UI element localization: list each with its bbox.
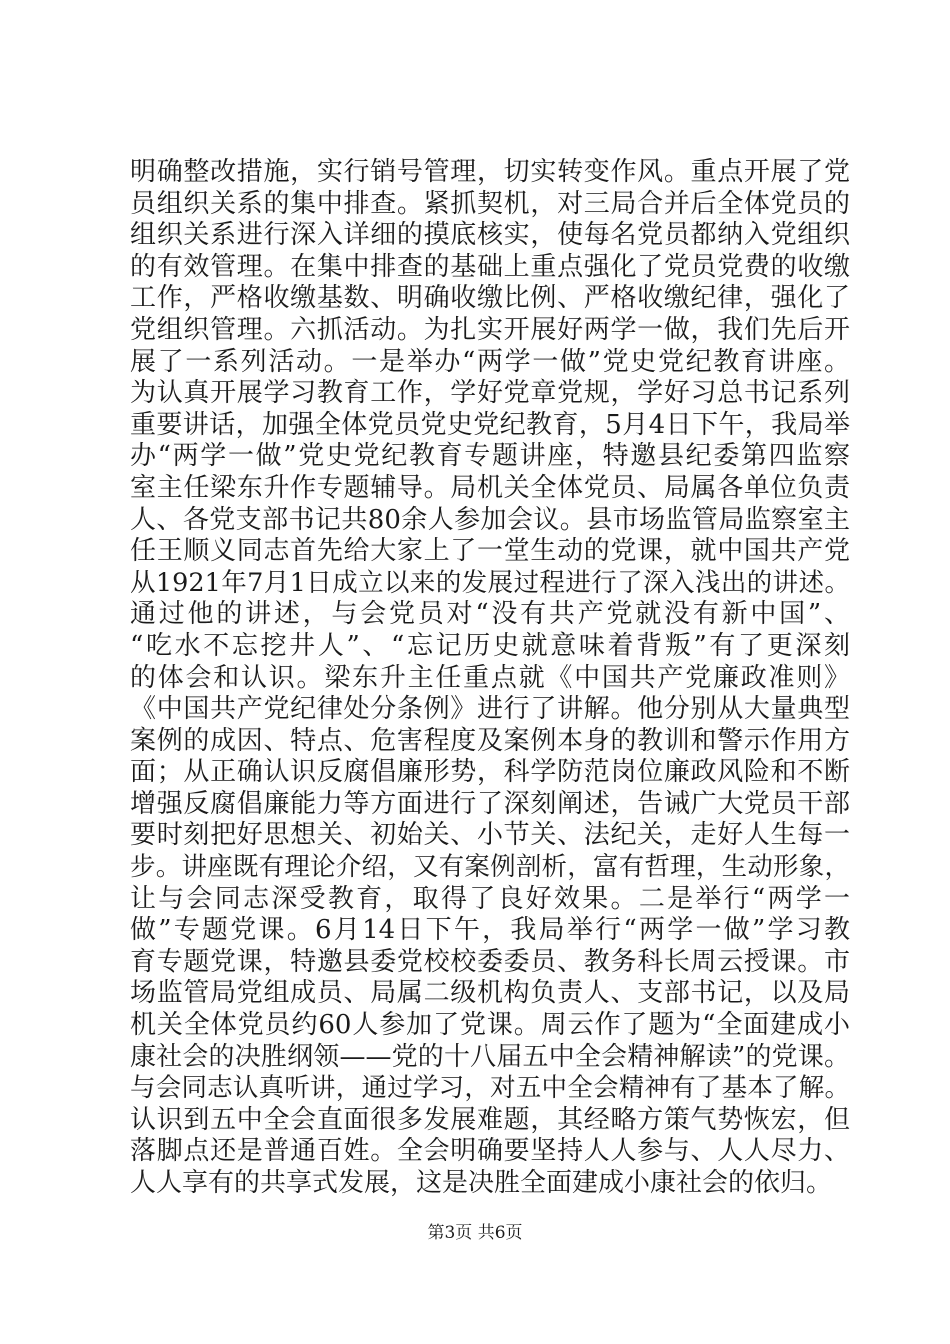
body-line: 员组织关系的集中排查。紧抓契机，对三局合并后全体党员的 <box>130 188 850 219</box>
body-line: 明确整改措施，实行销号管理，切实转变作风。重点开展了党 <box>130 157 850 187</box>
body-line: 组织关系进行深入详细的摸底核实，使每名党员都纳入党组织 <box>130 220 850 251</box>
body-line: 场监管局党组成员、局属二级机构负责人、支部书记，以及局 <box>130 978 850 1009</box>
page-footer: 第3页 共6页 <box>427 1223 523 1243</box>
body-line: 做”专题党课。6月14日下午，我局举行“两学一做”学习教 <box>130 915 850 946</box>
body-line: 育专题党课，特邀县委党校校委委员、教务科长周云授课。市 <box>130 946 850 977</box>
body-line: 办“两学一做”党史党纪教育专题讲座，特邀县纪委第四监察 <box>130 441 850 472</box>
body-line: 展了一系列活动。一是举办“两学一做”党史党纪教育讲座。 <box>130 346 850 377</box>
body-line: “吃水不忘挖井人”、“忘记历史就意味着背叛”有了更深刻 <box>130 630 850 661</box>
body-line: 落脚点还是普通百姓。全会明确要坚持人人参与、人人尽力、 <box>130 1136 850 1167</box>
body-line: 机关全体党员约60人参加了党课。周云作了题为“全面建成小 <box>130 1010 850 1041</box>
body-line: 从1921年7月1日成立以来的发展过程进行了深入浅出的讲述。 <box>130 567 850 598</box>
body-text <box>130 157 850 1200</box>
body-line: 人、各党支部书记共80余人参加会议。县市场监管局监察室主 <box>130 504 850 535</box>
body-line: 认识到五中全会直面很多发展难题，其经略方策气势恢宏，但 <box>130 1104 850 1135</box>
body-line: 工作，严格收缴基数、明确收缴比例、严格收缴纪律，强化了 <box>130 283 850 314</box>
body-line: 为认真开展学习教育工作，学好党章党规，学好习总书记系列 <box>130 378 850 409</box>
body-line: 步。讲座既有理论介绍，又有案例剖析，富有哲理，生动形象， <box>130 852 850 883</box>
body-line: 的有效管理。在集中排查的基础上重点强化了党员党费的收缴 <box>130 251 850 282</box>
body-line: 增强反腐倡廉能力等方面进行了深刻阐述，告诫广大党员干部 <box>130 788 850 819</box>
body-line: 人人享有的共享式发展，这是决胜全面建成小康社会的依归。 <box>130 1168 833 1198</box>
body-line: 室主任梁东升作专题辅导。局机关全体党员、局属各单位负责 <box>130 472 850 503</box>
body-line: 面；从正确认识反腐倡廉形势，科学防范岗位廉政风险和不断 <box>130 757 850 788</box>
body-line: 案例的成因、特点、危害程度及案例本身的教训和警示作用方 <box>130 725 850 756</box>
body-line: 党组织管理。六抓活动。为扎实开展好两学一做，我们先后开 <box>130 314 850 345</box>
body-line: 与会同志认真听讲，通过学习，对五中全会精神有了基本了解。 <box>130 1073 850 1104</box>
body-line: 的体会和认识。梁东升主任重点就《中国共产党廉政准则》 <box>130 662 850 693</box>
body-line: 康社会的决胜纲领——党的十八届五中全会精神解读”的党课。 <box>130 1041 850 1072</box>
body-line: 任王顺义同志首先给大家上了一堂生动的党课，就中国共产党 <box>130 536 850 567</box>
body-line: 让与会同志深受教育，取得了良好效果。二是举行“两学一 <box>130 883 850 914</box>
body-line: 重要讲话，加强全体党员党史党纪教育，5月4日下午，我局举 <box>130 409 850 440</box>
body-line: 通过他的讲述，与会党员对“没有共产党就没有新中国”、 <box>130 599 850 630</box>
body-line: 要时刻把好思想关、初始关、小节关、法纪关，走好人生每一 <box>130 820 850 851</box>
body-line: 《中国共产党纪律处分条例》进行了讲解。他分别从大量典型 <box>130 694 850 725</box>
